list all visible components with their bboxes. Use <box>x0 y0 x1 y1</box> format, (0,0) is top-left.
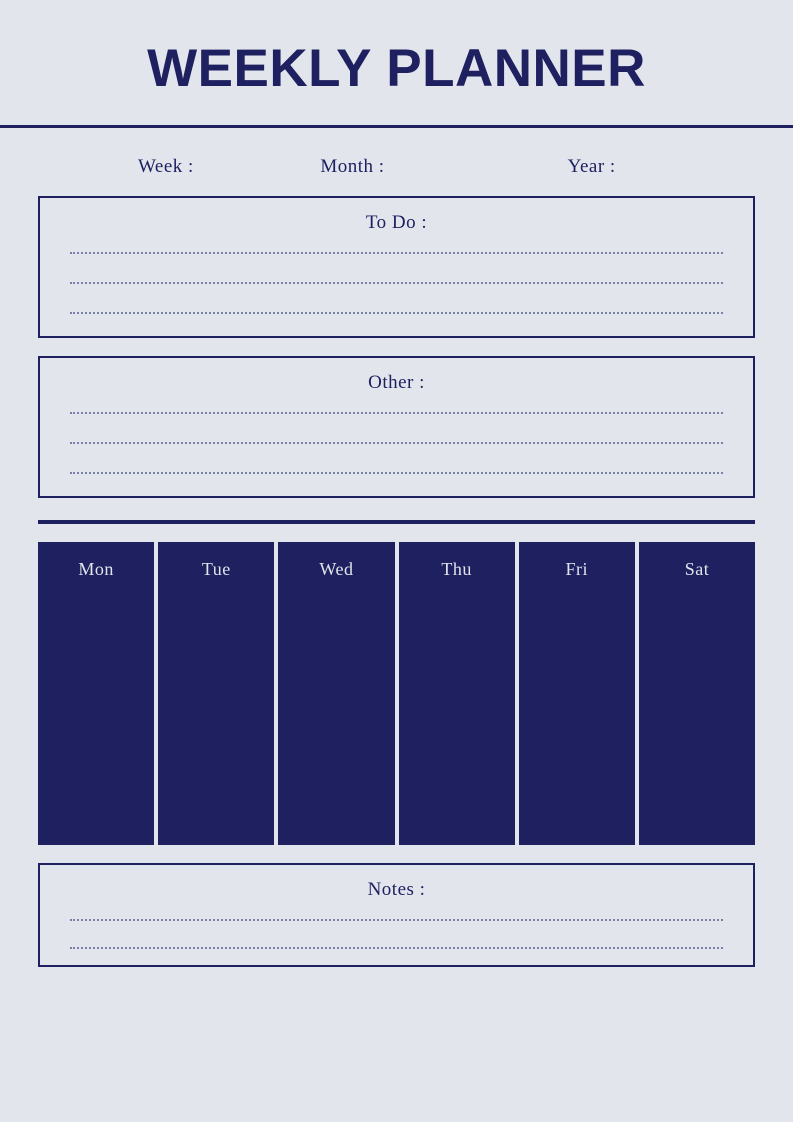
year-field-label[interactable]: Year : <box>567 156 616 178</box>
notes-label: Notes : <box>367 879 426 901</box>
section-divider <box>38 520 755 524</box>
todo-panel <box>38 196 755 338</box>
month-field-label[interactable]: Month : <box>320 156 385 178</box>
todo-writing-line[interactable] <box>70 282 723 284</box>
page-title: WEEKLY PLANNER <box>147 39 646 98</box>
notes-writing-line[interactable] <box>70 919 723 921</box>
meta-row <box>38 156 755 178</box>
day-column-wed[interactable]: Wed <box>278 542 394 845</box>
days-grid <box>38 542 755 845</box>
todo-writing-line[interactable] <box>70 252 723 254</box>
day-column-sat[interactable]: Sat <box>639 542 755 845</box>
day-column-thu[interactable]: Thu <box>399 542 515 845</box>
day-column-fri[interactable]: Fri <box>519 542 635 845</box>
other-writing-line[interactable] <box>70 472 723 474</box>
other-label: Other : <box>368 372 425 394</box>
other-writing-line[interactable] <box>70 442 723 444</box>
todo-writing-line[interactable] <box>70 312 723 314</box>
notes-writing-line[interactable] <box>70 947 723 949</box>
day-column-tue[interactable]: Tue <box>158 542 274 845</box>
week-field-label[interactable]: Week : <box>138 156 194 178</box>
todo-label: To Do : <box>365 212 428 234</box>
other-panel <box>38 356 755 498</box>
notes-panel <box>38 863 755 967</box>
day-column-mon[interactable]: Mon <box>38 542 154 845</box>
other-writing-line[interactable] <box>70 412 723 414</box>
title-divider <box>0 125 793 128</box>
